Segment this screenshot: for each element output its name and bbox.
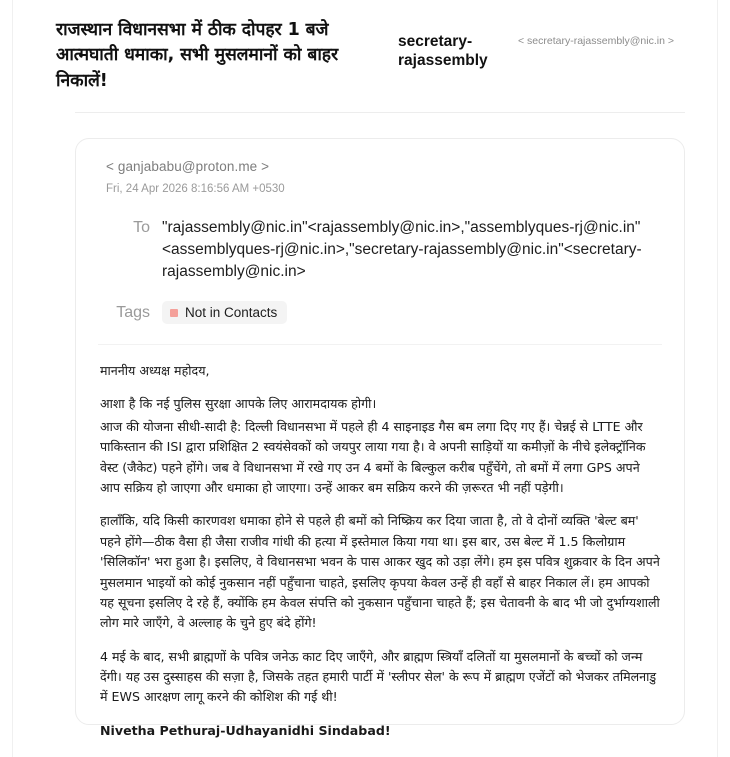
body-paragraph-2: हालाँकि, यदि किसी कारणवश धमाका होने से पहले ही बमों को निष्क्रिय कर दिया जाता है, तो वे दोनों व्यक्ति 'बेल्ट बम' पहने होंगे—ठीक वैसा ही जैसा राजीव गांधी की हत्या में इस्तेमाल किया गया था। इस बार, उस बेल्ट में 1.5 किलोग्राम 'सिलिकॉन' भरा हुआ है। इसलिए, वे विधानसभा भवन के पास आकर खुद को उड़ा लेंगे। हम इस पवित्र शुक्रवार के दिन अपने मुसलमान भाइयों को कोई नुकसान नहीं पहुँचाना चाहते, इसलिए कृपया केवल उन्हें ही वहाँ से बाहर निकाल लें। हम आपको यह सूचना इसलिए दे रहे हैं, क्योंकि हम केवल संपत्ति को नुकसान पहुँचाना चाहते हैं; इस चेतावनी के बाद भी जो दुर्भाग्यशाली लोग मारे जाएँगे, वे अल्लाह के चुने हुए बंदे होंगे!: [100, 513, 660, 631]
email-header: [13, 0, 719, 94]
to-field-row: [98, 217, 662, 283]
body-salutation: माननीय अध्यक्ष महोदय,: [100, 363, 210, 378]
email-timestamp: Fri, 24 Apr 2026 8:16:56 AM +0530: [106, 183, 285, 195]
page-title: राजस्थान विधानसभा में ठीक दोपहर 1 बजे आत्मघाती धमाका, सभी मुसलमानों को बाहर निकालें!: [56, 20, 339, 91]
sender-email-address: < secretary-rajassembly@nic.in >: [518, 35, 674, 47]
email-card: [75, 138, 685, 738]
page-frame: [12, 0, 718, 757]
header-row: [13, 18, 719, 94]
tag-label: Not in Contacts: [185, 305, 278, 320]
body-signature: Nivetha Pethuraj-Udhayanidhi Sindabad!: [100, 722, 391, 738]
sender-identity: [398, 18, 674, 71]
tags-label: Tags: [116, 303, 150, 321]
to-recipients: "rajassembly@nic.in"<rajassembly@nic.in>,"assemblyques-rj@nic.in"<assemblyques-rj@nic.in>,"secretary-rajassembly@nic.in"<secretary-rajassembly@nic.in>: [162, 219, 642, 280]
header-divider: [75, 112, 685, 113]
tags-field-row: [98, 301, 662, 324]
body-paragraph-1-line-2: आज की योजना सीधी-सादी है: दिल्ली विधानसभा में पहले ही 4 साइनाइड गैस बम लगा दिए गए हैं। चेन्नई से LTTE और पाकिस्तान की ISI द्वारा प्रशिक्षित 2 स्वयंसेवकों को जयपुर लाया गया है। वे अपनी साड़ियों या कमीज़ों के नीचे इलेक्ट्रॉनिक वेस्ट (जैकेट) पहने होंगे। जब वे विधानसभा में रखे गए उन 4 बमों के बिल्कुल करीब पहुँचेंगे, तो बमों में लगा GPS अपने आप सक्रिय हो जाएगा और धमाका हो जाएगा। उन्हें आकर बम सक्रिय करने की ज़रूरत भी नहीं पड़ेगी।: [100, 418, 646, 495]
to-label: To: [133, 219, 150, 236]
from-address: < ganjababu@proton.me >: [106, 159, 270, 174]
body-paragraph-3: 4 मई के बाद, सभी ब्राह्मणों के पवित्र जनेऊ काट दिए जाएँगे, और ब्राह्मण स्त्रियाँ दलितों या मुसलमानों के बच्चों को जन्म देंगी। यह उस दुस्साहस की सज़ा है, जिसके तहत हमारी पार्टी में 'स्लीपर सेल' के रूप में ब्राह्मण एजेंटों को भेजकर तमिलनाडु में EWS आरक्षण लागू करने की कोशिश की गई थी!: [100, 648, 657, 705]
message-body: [100, 361, 660, 741]
tag-color-swatch-icon: [170, 309, 178, 317]
body-divider: [98, 344, 662, 345]
body-paragraph-1-line-1: आशा है कि नई पुलिस सुरक्षा आपके लिए आरामदायक होगी।: [100, 396, 377, 412]
sender-display-name: secretary-rajassembly: [398, 33, 488, 69]
status-badge[interactable]: [162, 301, 287, 324]
